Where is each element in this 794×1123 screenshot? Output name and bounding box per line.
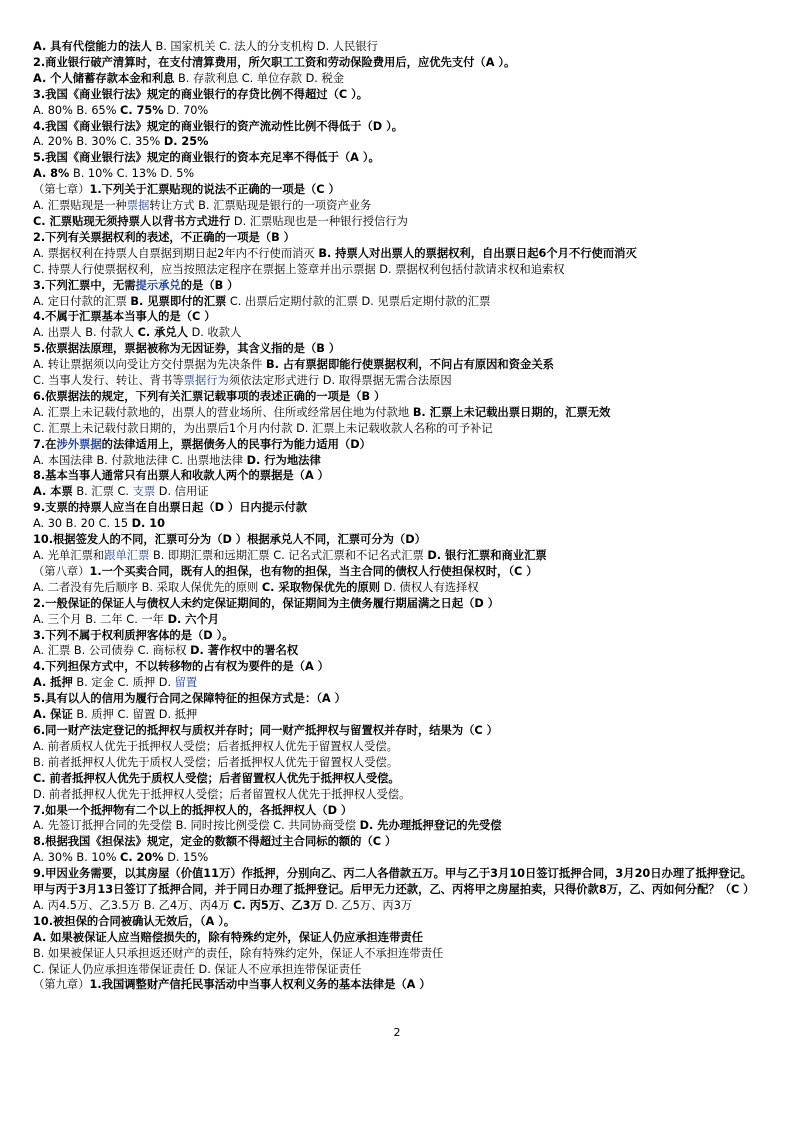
text-segment: A. 30 B. 20 C. 15 (33, 517, 132, 531)
question-line (33, 914, 763, 930)
option-line (33, 516, 763, 532)
question-line (33, 278, 763, 294)
question-line (33, 500, 763, 516)
option-line (33, 294, 763, 310)
answer-text: A. 如果被保证人应当赔偿损失的，除有特殊约定外，保证人仍应承担连带责任 (33, 930, 423, 944)
question-line (33, 628, 763, 644)
question-line (33, 596, 763, 612)
question-line (33, 309, 763, 325)
answer-text: C. 汇票贴现无须持票人以背书方式进行 (33, 214, 231, 228)
answer-text: 1.我国调整财产信托民事活动中当事人权利义务的基本法律是（A ） (89, 978, 431, 992)
option-line (33, 548, 763, 564)
answer-text: C. 75% (120, 103, 164, 117)
answer-text: A. 抵押 (33, 676, 73, 690)
text-segment: B. 如果被保证人只承担返还财产的责任，除有特殊约定外，保证人不承担连带责任 (33, 946, 444, 960)
answer-text: C. 20% (120, 851, 164, 865)
option-line (33, 39, 763, 55)
text-segment: （第八章） (33, 564, 90, 578)
question-line (33, 803, 763, 819)
question-text: 5.我国《商业银行法》规定的商业银行的资本充足率不得低于（A ）。 (33, 151, 380, 165)
text-segment: A. 出票人 B. 付款人 (33, 326, 138, 340)
text-segment: A. 80% B. 65% (33, 103, 121, 117)
question-text: 3.下列不属于权利质押客体的是（D ）。 (33, 628, 234, 642)
question-line (33, 119, 763, 135)
question-text: 5.依票据法原理，票据被称为无因证券，其含义指的是（B ） (33, 342, 341, 356)
text-segment: A. 汇票贴现是一种 (33, 199, 127, 213)
text-segment: B. 国家机关 C. 法人的分支机构 D. 人民银行 (151, 40, 378, 53)
option-line (33, 818, 763, 834)
answer-text: B. 汇票上未记载出票日期的，汇票无效 (412, 405, 611, 419)
text-segment: A. 前者质权人优先于抵押权人受偿；后者抵押权人优先于留置权人受偿。 (33, 739, 398, 753)
text-segment: C. 当事人发行、转让、背书等 (33, 374, 184, 388)
text-segment: A. 20% B. 30% C. 35% (33, 135, 164, 149)
option-line (33, 198, 763, 214)
answer-text: 提示承兑 (135, 278, 181, 292)
answer-text: A. 8% (33, 167, 70, 181)
question-text: 4.下列担保方式中，不以转移物的占有权为要件的是（A ） (33, 660, 329, 674)
question-line (33, 834, 763, 850)
text-segment: D. 70% (163, 103, 209, 117)
question-line (33, 230, 763, 246)
option-line (33, 421, 763, 437)
option-line (33, 898, 763, 914)
answer-text: D. 银行汇票和商业汇票 (427, 549, 547, 562)
option-line (33, 405, 763, 421)
answer-text: D. 六个月 (167, 612, 220, 626)
text-segment: B. 即期汇票和远期汇票 C. 记名式汇票和不记名式汇票 (149, 549, 428, 562)
question-line (33, 389, 763, 405)
text-segment: 票据 (126, 199, 150, 213)
answer-text: C. 采取物保优先的原则 (261, 580, 381, 594)
text-segment: A. 定日付款的汇票 (33, 294, 131, 308)
page-number: 2 (393, 1026, 401, 1039)
text-segment: A. 光单汇票和 (33, 549, 105, 562)
option-line (33, 484, 763, 500)
option-line (33, 357, 763, 373)
question-text: 7.如果一个抵押物有二个以上的抵押权人的，各抵押权人（D ） (33, 803, 353, 817)
answer-text: 1.下列关于汇票贴现的说法不正确的一项是（C ） (89, 183, 340, 197)
text-segment: B. 定金 C. 质押 D. (72, 676, 175, 690)
answer-text: D. 著作权中的署名权 (190, 644, 299, 658)
text-segment: A. 票据权利在持票人自票据到期日起2年内不行使而消灭 (33, 246, 319, 260)
text-segment: D. 债权人有选择权 (380, 580, 479, 594)
option-line (33, 214, 763, 230)
question-line (33, 341, 763, 357)
question-line (33, 564, 763, 580)
text-segment: A. 汇票上未记载付款地的，出票人的营业场所、住所或经常居住地为付款地 (33, 405, 413, 419)
text-segment: D. 信用证 (155, 485, 209, 499)
question-text: 2.商业银行破产清算时，在支付清算费用，所欠职工工资和劳动保险费用后，应优先支付（A ）。 (33, 55, 516, 69)
text-segment: D. 乙5万、丙3万 (321, 898, 413, 912)
option-line (33, 850, 763, 866)
option-line (33, 373, 763, 389)
option-line (33, 771, 763, 787)
option-line (33, 962, 763, 978)
option-line (33, 71, 763, 87)
question-text: 6.同一财产法定登记的抵押权与质权并存时；同一财产抵押权与留置权并存时，结果为（C ） (33, 723, 498, 737)
question-text: 4.我国《商业银行法》规定的商业银行的资产流动性比例不得低于（D ）。 (33, 119, 404, 133)
text-segment: B. 前者抵押权人优先于质权人受偿；后者抵押权人优先于留置权人受偿。 (33, 755, 399, 769)
answer-text: D. 先办理抵押登记的先受偿 (359, 819, 502, 833)
answer-text: D. 10 (131, 517, 165, 531)
text-segment: B. 存款利息 C. 单位存款 D. 税金 (174, 71, 345, 85)
text-segment: A. 本国法律 B. 付款地法律 C. 出票地法律 (33, 453, 247, 467)
option-line (33, 930, 763, 946)
question-text: 6.依票据法的规定，下列有关汇票记载事项的表述正确的一项是（B ） (33, 389, 386, 403)
answer-text: C. 前者抵押权人优先于质权人受偿；后者留置权人优先于抵押权人受偿。 (33, 771, 400, 785)
document-body (33, 39, 763, 993)
option-line (33, 739, 763, 755)
question-text: 10.根据签发人的不同，汇票可分为（D ）根据承兑人不同，汇票可分为（D） (33, 533, 426, 547)
option-line (33, 707, 763, 723)
question-line (33, 437, 763, 453)
text-segment: C. 出票后定期付款的汇票 D. 见票后定期付款的汇票 (226, 294, 491, 308)
option-line (33, 166, 763, 182)
text-segment: D. 15% (163, 851, 209, 865)
answer-text: 7.在 (33, 437, 57, 451)
text-segment: B. 质押 C. 留置 D. 抵押 (72, 708, 198, 722)
text-segment: D. 前者抵押权人优先于抵押权人受偿；后者留置权人优先于抵押权人受偿。 (33, 787, 411, 801)
question-line (33, 55, 763, 71)
question-text: 8.基本当事人通常只有出票人和收款人两个的票据是（A ） (33, 469, 329, 483)
option-line (33, 103, 763, 119)
answer-text: B. 见票即付的汇票 (130, 294, 227, 308)
option-line (33, 612, 763, 628)
text-segment: A. 二者没有先后顺序 B. 采取人保优先的原则 (33, 580, 262, 594)
option-line (33, 643, 763, 659)
text-segment: 转让方式 B. 汇票贴现是银行的一项资产业务 (149, 199, 372, 213)
question-line (33, 468, 763, 484)
question-line (33, 150, 763, 166)
answer-text: 涉外票据 (56, 437, 102, 451)
question-text: 9.支票的持票人应当在自出票日起（D ）日内提示付款 (33, 501, 307, 515)
question-line (33, 723, 763, 739)
text-segment: （第九章） (33, 978, 90, 992)
option-line (33, 675, 763, 691)
text-segment: D. 汇票贴现也是一种银行授信行为 (230, 214, 408, 228)
text-segment: A. 三个月 B. 二年 C. 一年 (33, 612, 168, 626)
question-line (33, 659, 763, 675)
text-segment: A. 汇票 B. 公司债券 C. 商标权 (33, 644, 191, 658)
text-segment: C. 持票人行使票据权利，应当按照法定程序在票据上签章并出示票据 D. 票据权利包括付款请求权和追索权 (33, 262, 565, 276)
answer-text: A. 个人储蓄存款本金和利息 (33, 71, 175, 85)
question-line (33, 691, 763, 707)
answer-text: 3.下列汇票中，无需 (33, 278, 136, 292)
option-line (33, 246, 763, 262)
answer-text: D. 25% (163, 135, 209, 149)
answer-text: C. 丙5万、乙3万 (233, 898, 322, 912)
question-text: 2.一般保证的保证人与债权人未约定保证期间的，保证期间为主债务履行期届满之日起（D ） (33, 596, 500, 610)
answer-text: B. 占有票据即能行使票据权利，不问占有原因和资金关系 (265, 358, 554, 372)
text-segment: 支票 (132, 485, 156, 499)
text-segment: B. 汇票 C. (72, 485, 133, 499)
text-segment: B. 10% C. 13% D. 5% (69, 167, 195, 181)
text-segment: A. 先签订抵押合同的先受偿 B. 同时按比例受偿 C. 共同协商受偿 (33, 819, 360, 833)
text-segment: 跟单汇票 (104, 549, 150, 562)
text-segment: A. 转让票据须以向受让方交付票据为先决条件 (33, 358, 266, 372)
text-segment: C. 保证人仍应承担连带保证责任 D. 保证人不应承担连带保证责任 (33, 962, 362, 976)
text-segment: C. 汇票上未记载付款日期的，为出票后1个月内付款 D. 汇票上未记载收款人名称的可予补记 (33, 421, 493, 435)
question-text: 8.根据我国《担保法》规定，定金的数额不得超过主合同标的额的（C ） (33, 835, 397, 849)
text-segment: 留置 (174, 676, 198, 690)
option-line (33, 787, 763, 803)
option-line (33, 325, 763, 341)
question-text: 5.具有以人的信用为履行合同之保障特征的担保方式是：（A ） (33, 692, 346, 706)
answer-text: A. 保证 (33, 708, 73, 722)
text-segment: （第七章） (33, 183, 90, 197)
question-text: 3.我国《商业银行法》规定的商业银行的存贷比例不得超过（C ）。 (33, 87, 369, 101)
answer-text: 的法律适用上，票据债务人的民事行为能力适用（D） (101, 437, 371, 451)
text-segment: 须依法定形式进行 D. 取得票据无需合法原因 (228, 374, 452, 388)
option-line (33, 946, 763, 962)
answer-text: 的是（B ） (180, 278, 239, 292)
text-segment: 票据行为 (183, 374, 229, 388)
option-line (33, 453, 763, 469)
answer-text: B. 持票人对出票人的票据权利，自出票日起6个月不行使而消灭 (318, 246, 637, 260)
answer-text: D. 行为地法律 (246, 453, 321, 467)
option-line (33, 262, 763, 278)
answer-text: 1.一个买卖合同，既有人的担保，也有物的担保，当主合同的债权人行使担保权时，（C ） (89, 564, 538, 578)
text-segment: A. 丙4.5万、乙3.5万 B. 乙4万、丙4万 (33, 898, 234, 912)
question-text: 2.下列有关票据权利的表述，不正确的一项是（B ） (33, 230, 295, 244)
question-text: 9.甲因业务需要，以其房屋（价值11万）作抵押，分别向乙、丙二人各借款五万。甲与乙于3月10日签订抵押合同，3月20日办理了抵押登记。甲与丙于3月13日签订了抵押合同，并于同日办理了抵押登记。后甲无力还款，乙、丙将甲之房屋拍卖，只得价款8万，乙、丙如何分配？（C ） (33, 867, 755, 897)
option-line (33, 755, 763, 771)
question-line (33, 977, 763, 993)
answer-text: C. 承兑人 (137, 326, 189, 340)
text-segment: D. 收款人 (188, 326, 242, 340)
answer-text: A. 具有代偿能力的法人 (33, 40, 152, 53)
answer-text: A. 本票 (33, 485, 73, 499)
text-segment: A. 30% B. 10% (33, 851, 121, 865)
question-line (33, 532, 763, 548)
option-line (33, 580, 763, 596)
question-line (33, 87, 763, 103)
option-line (33, 134, 763, 150)
question-text: 4.不属于汇票基本当事人的是（C ） (33, 310, 216, 324)
question-line (33, 866, 763, 898)
question-text: 10.被担保的合同被确认无效后，（A ）。 (33, 914, 236, 928)
question-line (33, 182, 763, 198)
